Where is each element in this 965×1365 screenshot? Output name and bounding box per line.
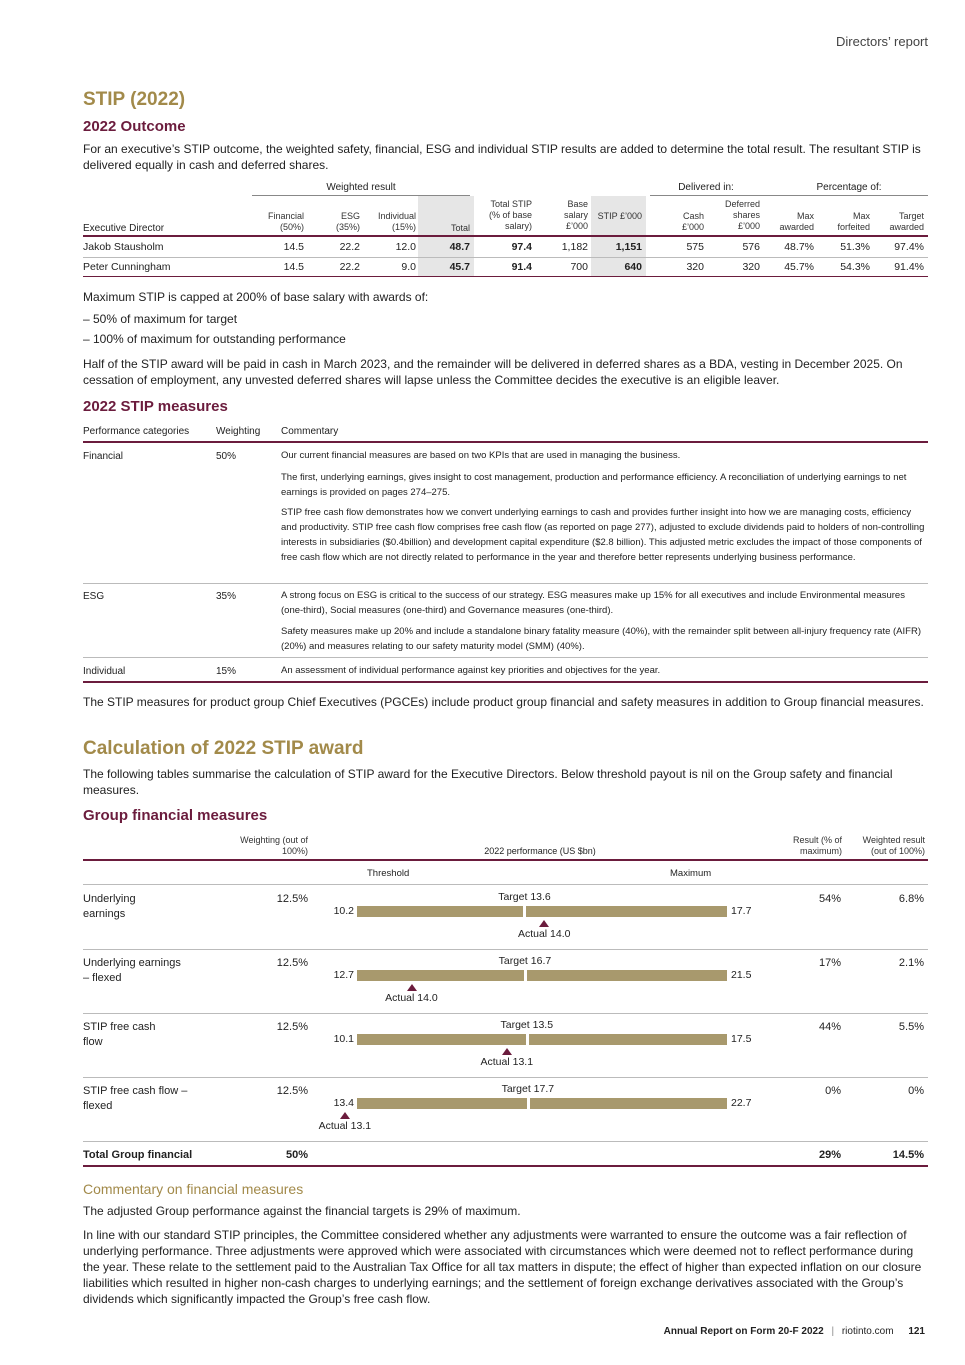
gfm-row-weighted: 5.5% (898, 1021, 924, 1033)
target-label: Target 13.6 (498, 891, 551, 903)
row-max-forfeited: 51.3% (840, 241, 870, 253)
h-esg: ESG (35%) (335, 211, 360, 232)
h-gfm-weighting: Weighting (out of 100%) (240, 835, 308, 856)
row-financial: 14.5 (283, 241, 304, 253)
comm-financial-3: STIP free cash flow demonstrates how we convert underlying earnings to cash and provides further insight into how we are managing costs, efficiency and productivity. STIP free cash flow comprises free cash flow (as reported on page 277), adjusted to exclude dividends paid to holders of non-controlling interests in subsidiaries ($0.4billion) and development capital expenditure ($2.8 billion). This adjusted metric excludes the impact of those components of free cash flow which are not directly related to performance in the year and therefore better represents underlying business performance. (281, 507, 925, 563)
page-number: 121 (908, 1326, 925, 1337)
performance-bar (357, 1034, 727, 1045)
gfm-row-name: Underlying earnings – flexed (83, 957, 181, 984)
h-deferred: Deferred shares £’000 (724, 199, 760, 231)
gfm-row-weighted: 0% (908, 1085, 924, 1097)
h-base: Base salary £’000 (563, 199, 588, 231)
row-total-stip: 97.4 (511, 241, 532, 253)
gfm-row-result: 54% (818, 893, 841, 905)
gfm-row-weighting: 12.5% (276, 1085, 308, 1097)
h-weighting: Weighting (216, 426, 261, 437)
gfm-row-stip-free-cash-flow (0, 1013, 965, 1077)
row-target: 91.4% (894, 261, 924, 273)
cat-financial: Financial (83, 451, 124, 462)
intro-text: For an executive’s STIP outcome, the weighted safety, financial, ESG and individual STIP results are added to determine the total result. The resultant STIP is delivered equally in cash and deferred shares. (83, 142, 921, 172)
h-cash: Cash £’000 (681, 211, 704, 232)
total-label: Total Group financial (83, 1149, 193, 1161)
target-marker (523, 905, 526, 918)
comm-financial-2: The first, underlying earnings, gives insight to cost management, production and performance efficiency. A reconciliation of underlying earnings to net earnings is provided on pages 274–275. (281, 472, 907, 498)
h-financial: Financial (50%) (267, 211, 304, 232)
comm-heading: Commentary on financial measures (83, 1181, 304, 1197)
target-label: Target 13.5 (500, 1019, 554, 1031)
target-marker (527, 1097, 530, 1110)
actual-label: Actual 13.1 (480, 1056, 534, 1068)
row-total: 45.7 (449, 261, 470, 273)
total-weighted: 14.5% (892, 1149, 924, 1161)
page-title: STIP (2022) (83, 89, 186, 110)
row-stip: 1,151 (615, 241, 642, 253)
weight-esg: 35% (216, 591, 237, 602)
min-label: 12.7 (333, 969, 354, 981)
weight-individual: 15% (216, 666, 237, 677)
target-marker (526, 1033, 529, 1046)
h-total: Total (450, 223, 470, 233)
actual-marker (407, 984, 417, 991)
total-weighting: 50% (285, 1149, 308, 1161)
row-total-stip: 91.4 (511, 261, 532, 273)
gfm-row-weighting: 12.5% (276, 893, 308, 905)
target-marker (524, 969, 527, 982)
comm-financial-1: Our current financial measures are based on two KPIs that are used in managing the business. (281, 450, 681, 461)
comm-esg-2: Safety measures make up 20% and include a standalone binary fatality measure (40%), with the remainder split between all-injury frequency rate (AIFR) (20%) and measures relating to our safety maturity model (SMM) (40%). (281, 626, 921, 652)
gfm-heading: Group financial measures (83, 807, 268, 824)
pgce-text: The STIP measures for product group Chief Executives (PGCEs) include product group financial and safety measures in addition to Group financial measures. (83, 695, 924, 709)
comm-esg-1: A strong focus on ESG is critical to the success of our strategy. ESG measures make up 15% for all executives and include Environmental measures (one-third), Social measures (one-third) and Governance measures (one-third). (281, 590, 905, 616)
maximum-label: Maximum (670, 868, 712, 879)
h-director: Executive Director (83, 223, 165, 234)
row-cash: 320 (686, 261, 704, 273)
measures-heading: 2022 STIP measures (83, 398, 228, 415)
cap-text: Maximum STIP is capped at 200% of base salary with awards of: (83, 290, 429, 304)
row-base: 1,182 (561, 241, 588, 253)
group-delivered: Delivered in: (678, 182, 734, 193)
footer-site: riotinto.com (841, 1326, 894, 1337)
group-weighted: Weighted result (326, 182, 396, 193)
h-stip: STIP £’000 (597, 211, 642, 221)
max-label: 22.7 (731, 1097, 752, 1109)
row-individual: 12.0 (395, 241, 416, 253)
gfm-row-result: 17% (818, 957, 841, 969)
row-name: Peter Cunningham (83, 261, 171, 273)
row-financial: 14.5 (283, 261, 304, 273)
calc-intro: The following tables summarise the calculation of STIP award for the Executive Directors. Below threshold payout is nil on the Group safety and financial measures. (83, 767, 893, 797)
min-label: 10.2 (333, 905, 354, 917)
performance-bar (357, 970, 727, 981)
h-max-forfeited: Max forfeited (837, 211, 870, 232)
row-max-forfeited: 54.3% (840, 261, 870, 273)
actual-marker (539, 920, 549, 927)
h-gfm-result: Result (% of maximum) (792, 835, 842, 856)
row-target: 97.4% (894, 241, 924, 253)
weight-financial: 50% (216, 451, 237, 462)
target-label: Target 17.7 (501, 1083, 555, 1095)
row-cash: 575 (686, 241, 704, 253)
actual-label: Actual 14.0 (385, 992, 438, 1004)
h-gfm-weighted: Weighted result (out of 100%) (862, 835, 925, 856)
comm-text-2: In line with our standard STIP principles, the Committee considered whether any adjustments were warranted to ensure the outcome was a fair reflection of underlying performance. Three adjustments were approved which were associated with circumstances which were deemed not to reflect performance during the year. These relate to the settlement paid to the Australian Tax Office for all tax matters in dispute; the effect of higher than expected inflation on our closure liabilities which resulted in higher non-cash charges to underlying earnings; and the settlement of foreign exchange derivatives associated with the Group’s dividends which significantly impacted the Group’s free cash flow. (83, 1228, 922, 1306)
outcome-heading: 2022 Outcome (83, 118, 186, 135)
gfm-row-underlying-earnings-flexed (0, 949, 965, 1013)
h-max-awarded: Max awarded (779, 211, 814, 232)
max-label: 17.5 (731, 1033, 752, 1045)
max-label: 21.5 (731, 969, 752, 981)
row-esg: 22.2 (339, 261, 360, 273)
gfm-row-name: STIP free cash flow (83, 1021, 156, 1048)
actual-label: Actual 13.1 (318, 1120, 372, 1132)
actual-marker (502, 1048, 512, 1055)
row-deferred: 320 (742, 261, 760, 273)
row-max-awarded: 45.7% (784, 261, 814, 273)
gfm-row-result: 44% (818, 1021, 841, 1033)
actual-label: Actual 14.0 (517, 928, 571, 940)
row-total: 48.7 (449, 241, 470, 253)
group-percentage: Percentage of: (816, 182, 882, 193)
min-label: 10.1 (333, 1033, 354, 1045)
half-text: Half of the STIP award will be paid in cash in March 2023, and the remainder will be delivered in deferred shares as a BDA, vesting in December 2025. On cessation of employment, any unvested deferred shares will lapse unless the Committee decides the executive is an eligible leaver. (83, 357, 903, 387)
section-header: Directors’ report (836, 34, 928, 49)
gfm-row-name: Underlying earnings (83, 893, 136, 920)
h-categories: Performance categories (83, 426, 190, 437)
gfm-row-weighted: 2.1% (898, 957, 924, 969)
h-individual: Individual (15%) (377, 211, 416, 232)
bullet-target: – 50% of maximum for target (83, 312, 238, 326)
gfm-row-name: STIP free cash flow – flexed (83, 1085, 188, 1112)
max-label: 17.7 (731, 905, 752, 917)
row-esg: 22.2 (339, 241, 360, 253)
footer: Annual Report on Form 20-F 2022 | riotinto.com 121 (663, 1326, 925, 1337)
threshold-label: Threshold (367, 868, 410, 879)
cat-individual: Individual (83, 666, 126, 677)
min-label: 13.4 (333, 1097, 354, 1109)
h-gfm-perf: 2022 performance (US $bn) (484, 846, 596, 856)
row-base: 700 (570, 261, 588, 273)
comm-individual: An assessment of individual performance against key priorities and objectives for the year. (281, 665, 661, 676)
row-name: Jakob Stausholm (83, 241, 164, 253)
calc-heading: Calculation of 2022 STIP award (83, 738, 364, 759)
gfm-row-weighted: 6.8% (898, 893, 924, 905)
h-total-stip: Total STIP (% of base salary) (488, 199, 532, 231)
row-individual: 9.0 (401, 261, 416, 273)
total-result: 29% (818, 1149, 841, 1161)
row-stip: 640 (624, 261, 642, 273)
gfm-row-weighting: 12.5% (276, 1021, 308, 1033)
target-label: Target 16.7 (498, 955, 552, 967)
bullet-max: – 100% of maximum for outstanding performance (83, 332, 346, 346)
footer-report: Annual Report on Form 20-F 2022 (663, 1326, 824, 1337)
performance-bar (357, 906, 727, 917)
row-deferred: 576 (742, 241, 760, 253)
actual-marker (340, 1112, 350, 1119)
performance-bar (357, 1098, 727, 1109)
gfm-row-underlying-earnings (0, 885, 965, 949)
cat-esg: ESG (83, 591, 105, 602)
row-max-awarded: 48.7% (784, 241, 814, 253)
gfm-row-result: 0% (825, 1085, 841, 1097)
gfm-row-weighting: 12.5% (276, 957, 308, 969)
h-target: Target awarded (889, 211, 924, 232)
comm-text-1: The adjusted Group performance against the financial targets is 29% of maximum. (83, 1204, 521, 1218)
gfm-row-stip-free-cash-flow-flexed (0, 1077, 965, 1141)
h-commentary: Commentary (281, 426, 339, 437)
